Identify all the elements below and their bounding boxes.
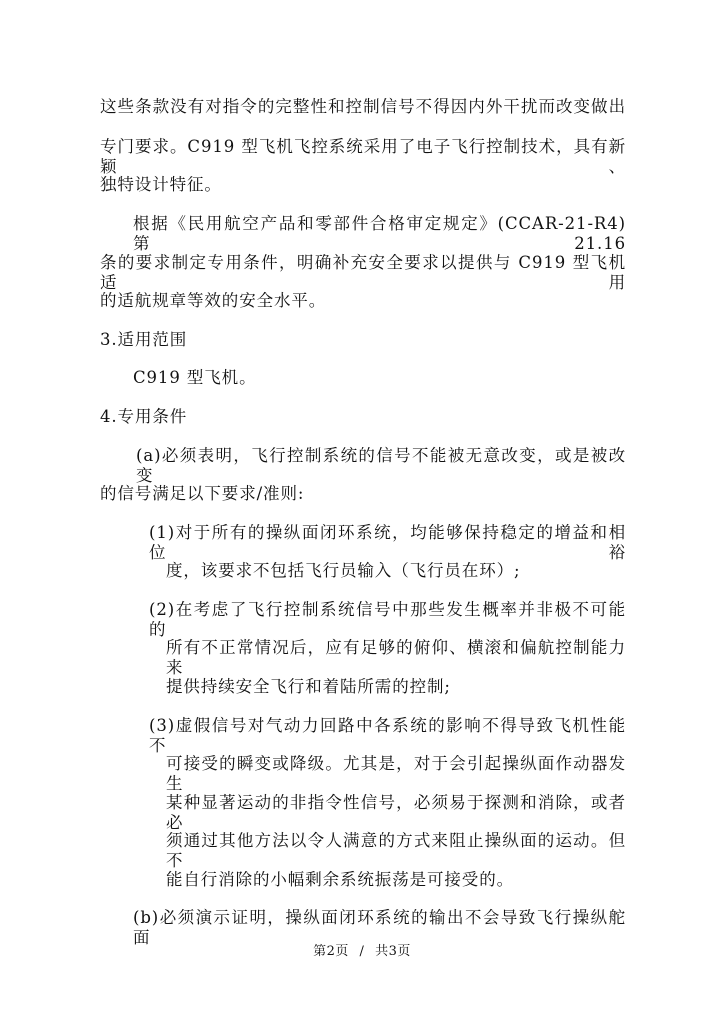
list-item-line: (2)在考虑了飞行控制系统信号中那些发生概率并非极不可能的 xyxy=(149,600,626,639)
section-heading: 3.适用范围 xyxy=(100,330,188,349)
list-item-line: 可接受的瞬变或降级。尤其是，对于会引起操纵面作动器发生 xyxy=(166,754,626,793)
list-item-line: 某种显著运动的非指令性信号，必须易于探测和消除，或者必 xyxy=(166,793,626,832)
page-total: 共3页 xyxy=(375,944,411,959)
list-item-line: 所有不正常情况后，应有足够的俯仰、横滚和偏航控制能力来 xyxy=(166,638,626,677)
page-number: 第2页 xyxy=(313,944,349,959)
paragraph-line: 这些条款没有对指令的完整性和控制信号不得因内外干扰而改变做出 xyxy=(100,97,626,116)
section-heading: 4.专用条件 xyxy=(100,407,188,426)
paragraph-line: 条的要求制定专用条件，明确补充安全要求以提供与 C919 型飞机适用 xyxy=(100,253,626,292)
list-item-line: 提供持续安全飞行和着陆所需的控制; xyxy=(166,677,451,696)
list-item-line: (3)虚假信号对气动力回路中各系统的影响不得导致飞机性能不 xyxy=(149,716,626,755)
page-footer xyxy=(0,944,724,960)
list-item-line: 能自行消除的小幅剩余系统振荡是可接受的。 xyxy=(166,870,514,889)
paragraph-line: (b)必须演示证明，操纵面闭环系统的输出不会导致飞行操纵舵面 xyxy=(133,908,626,947)
paragraph-line: 专门要求。C919 型飞机飞控系统采用了电子飞行控制技术，具有新颖、 xyxy=(100,137,626,176)
paragraph-line: 根据《民用航空产品和零部件合格审定规定》(CCAR-21-R4)第 21.16 xyxy=(133,214,626,253)
list-item-line: (1)对于所有的操纵面闭环系统，均能够保持稳定的增益和相位裕 xyxy=(149,523,626,562)
page-separator: / xyxy=(359,944,365,959)
paragraph-line: (a)必须表明，飞行控制系统的信号不能被无意改变，或是被改变 xyxy=(136,446,626,485)
list-item-line: 须通过其他方法以令人满意的方式来阻止操纵面的运动。但不 xyxy=(166,831,626,870)
paragraph-line: 的适航规章等效的安全水平。 xyxy=(100,291,327,310)
paragraph-line: C919 型飞机。 xyxy=(133,368,257,387)
paragraph-line: 独特设计特征。 xyxy=(100,175,222,194)
paragraph-line: 的信号满足以下要求/准则: xyxy=(100,484,305,503)
list-item-line: 度，该要求不包括飞行员输入（飞行员在环）; xyxy=(166,561,521,580)
